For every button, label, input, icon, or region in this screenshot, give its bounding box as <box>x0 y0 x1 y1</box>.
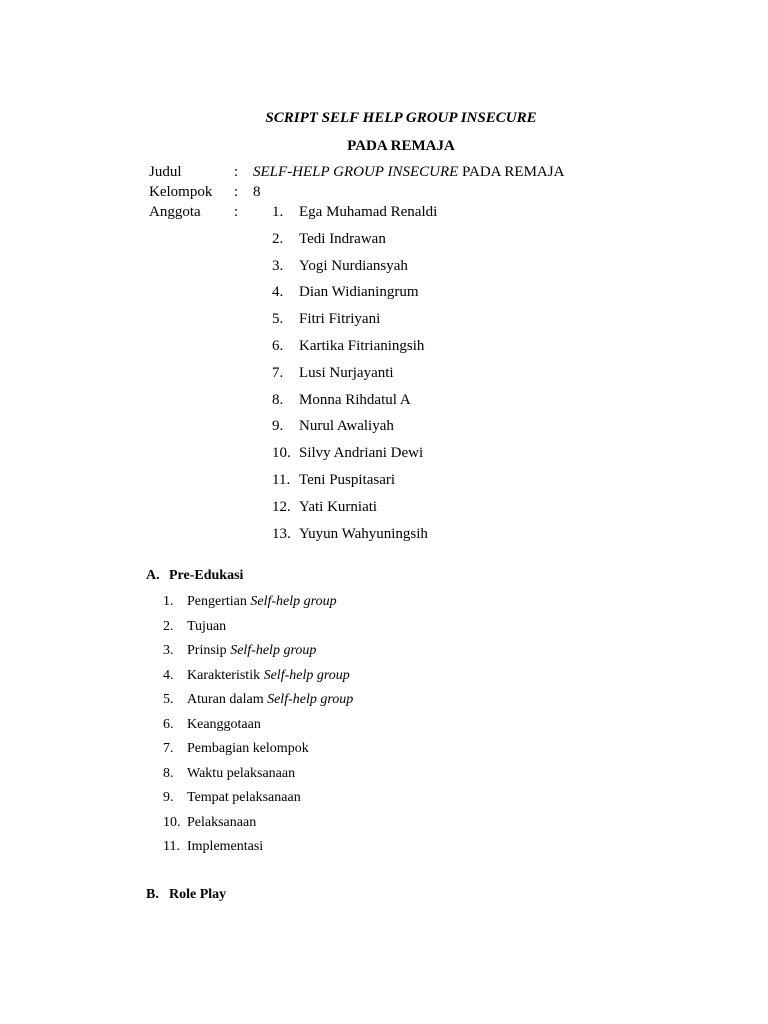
anggota-label: Anggota <box>149 204 201 220</box>
member-number: 2. <box>272 230 284 247</box>
list-item-text: Keanggotaan <box>187 716 261 732</box>
list-item-number: 3. <box>163 643 174 658</box>
judul-value <box>253 164 564 181</box>
member-list <box>272 204 437 552</box>
member-item <box>272 499 437 526</box>
pre-edukasi-list <box>163 593 353 863</box>
member-item <box>272 445 437 472</box>
member-name: Monna Rihdatul A <box>299 391 411 408</box>
list-item-text: Implementasi <box>187 839 264 854</box>
list-item-italic: Self-help group <box>250 594 337 609</box>
member-item <box>272 338 437 365</box>
member-number: 3. <box>272 257 284 274</box>
member-item <box>272 258 437 285</box>
member-name: Fitri Fitriyani <box>299 311 381 328</box>
member-item <box>272 311 437 338</box>
member-number: 7. <box>272 364 284 381</box>
judul-value-rest: PADA REMAJA <box>458 164 565 180</box>
list-item <box>163 716 353 741</box>
member-name: Tedi Indrawan <box>299 230 386 247</box>
list-item <box>163 642 353 667</box>
list-item <box>163 765 353 790</box>
member-number: 9. <box>272 418 284 435</box>
section-a-title: Pre-Edukasi <box>169 568 244 583</box>
member-number: 1. <box>272 204 284 220</box>
list-item-italic: Self-help group <box>263 667 350 683</box>
list-item-number: 4. <box>163 667 174 683</box>
list-item <box>163 618 353 643</box>
list-item <box>163 740 353 765</box>
section-b-letter: B. <box>146 887 159 902</box>
section-a-heading <box>146 568 243 584</box>
list-item-text: Waktu pelaksanaan <box>187 765 296 781</box>
member-name: Ega Muhamad Renaldi <box>299 204 438 220</box>
member-number: 4. <box>272 284 284 301</box>
member-name: Teni Puspitasari <box>299 471 396 488</box>
anggota-colon: : <box>234 204 239 220</box>
list-item-number: 8. <box>163 765 174 781</box>
document-subtitle: PADA REMAJA <box>347 138 455 154</box>
member-name: Yati Kurniati <box>299 498 378 515</box>
list-item-text: Karakteristik <box>187 667 264 683</box>
list-item-text: Tujuan <box>187 618 227 634</box>
member-item <box>272 526 437 553</box>
list-item-italic: Self-help group <box>230 643 317 658</box>
member-number: 12. <box>272 498 291 515</box>
member-name: Silvy Andriani Dewi <box>299 445 424 462</box>
member-item <box>272 392 437 419</box>
section-a-letter: A. <box>146 568 160 583</box>
list-item <box>163 789 353 814</box>
list-item-text: Prinsip <box>187 643 231 658</box>
judul-colon: : <box>234 164 239 180</box>
list-item-italic: Self-help group <box>267 692 354 707</box>
judul-label: Judul <box>149 164 182 180</box>
list-item-number: 11. <box>163 839 180 854</box>
kelompok-value: 8 <box>253 184 261 200</box>
list-item-number: 5. <box>163 692 174 707</box>
member-number: 5. <box>272 311 284 328</box>
member-number: 6. <box>272 337 284 354</box>
list-item-text: Aturan dalam <box>187 692 268 707</box>
kelompok-label: Kelompok <box>149 184 213 200</box>
member-number: 10. <box>272 445 291 462</box>
list-item <box>163 593 353 618</box>
member-number: 11. <box>272 471 291 488</box>
list-item <box>163 838 353 863</box>
member-item <box>272 365 437 392</box>
member-name: Nurul Awaliyah <box>299 418 394 435</box>
section-b-title: Role Play <box>169 887 227 902</box>
list-item-number: 6. <box>163 716 174 732</box>
section-b-heading <box>146 887 226 903</box>
list-item-text: Pembagian kelompok <box>187 741 309 756</box>
member-number: 8. <box>272 391 284 408</box>
list-item-number: 2. <box>163 618 174 634</box>
member-name: Yuyun Wahyuningsih <box>299 525 428 542</box>
member-item <box>272 284 437 311</box>
judul-value-italic: SELF-HELP GROUP INSECURE <box>253 164 459 180</box>
member-name: Yogi Nurdiansyah <box>299 257 408 274</box>
list-item <box>163 667 353 692</box>
member-number: 13. <box>272 525 291 542</box>
list-item-text: Tempat pelaksanaan <box>187 790 301 805</box>
list-item-number: 7. <box>163 741 174 756</box>
list-item-number: 9. <box>163 790 174 805</box>
list-item <box>163 691 353 716</box>
member-item <box>272 231 437 258</box>
list-item <box>163 814 353 839</box>
list-item-number: 1. <box>163 594 174 609</box>
list-item-text: Pengertian <box>187 594 251 609</box>
list-item-number: 10. <box>163 814 181 830</box>
member-name: Lusi Nurjayanti <box>299 364 394 381</box>
document-title: SCRIPT SELF HELP GROUP INSECURE <box>265 110 537 126</box>
list-item-text: Pelaksanaan <box>187 814 257 830</box>
member-name: Dian Widianingrum <box>299 284 419 301</box>
member-item <box>272 418 437 445</box>
member-item <box>272 472 437 499</box>
member-name: Kartika Fitrianingsih <box>299 337 425 354</box>
kelompok-colon: : <box>234 184 239 200</box>
member-item <box>272 204 437 231</box>
